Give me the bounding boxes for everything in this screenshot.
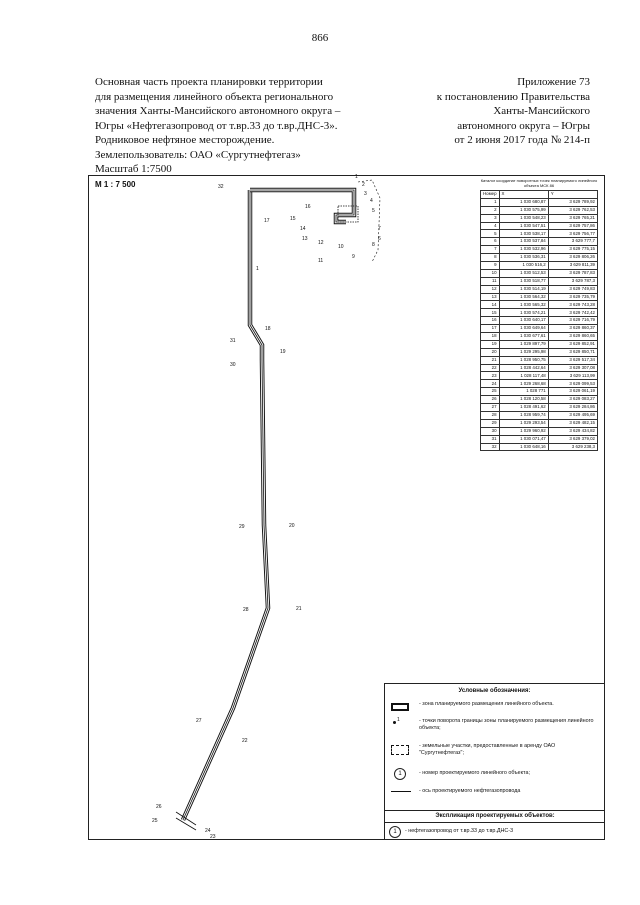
- point-label: 3: [364, 191, 367, 197]
- y-coordinate-cell: 3 629 749,83: [548, 285, 597, 293]
- y-coordinate-cell: 3 629 811,39: [548, 262, 597, 270]
- point-number-cell: 17: [481, 325, 500, 333]
- table-row: [481, 388, 598, 396]
- header-line: Землепользователь: ОАО «Сургутнефтегаз»: [95, 148, 301, 161]
- column-header: X: [499, 191, 548, 199]
- point-number-cell: 5: [481, 230, 500, 238]
- header-line: Ханты-Мансийского: [493, 105, 590, 117]
- legend-panel: [384, 683, 604, 840]
- x-coordinate-cell: 1 028 117,48: [499, 372, 548, 380]
- table-row: [481, 301, 598, 309]
- coordinate-table: [480, 178, 598, 451]
- y-coordinate-cell: 3 629 716,79: [548, 317, 597, 325]
- y-coordinate-cell: 3 629 765,21: [548, 214, 597, 222]
- table-row: [481, 277, 598, 285]
- point-label: 22: [242, 738, 248, 744]
- point-label: 13: [302, 236, 308, 242]
- x-coordinate-cell: 1 030 514,19: [499, 285, 548, 293]
- turn-point-number: 1: [397, 717, 400, 723]
- point-label: 16: [305, 204, 311, 210]
- table-row: [481, 254, 598, 262]
- point-number-cell: 30: [481, 427, 500, 435]
- column-header: Y: [548, 191, 597, 199]
- point-label: 26: [156, 804, 162, 810]
- explication-text: - нефтегазопровод от т.вр.33 до т.вр.ДНС-3: [405, 828, 514, 834]
- x-coordinate-cell: 1 028 771: [499, 388, 548, 396]
- turn-point-symbol: [389, 718, 413, 732]
- point-label: 5: [372, 208, 375, 214]
- table-row: [481, 262, 598, 270]
- legend-text: - зона планируемого размещения линейного объекта.: [419, 701, 554, 707]
- point-number-cell: 1: [481, 198, 500, 206]
- y-coordinate-cell: 3 629 756,77: [548, 230, 597, 238]
- point-label: 7: [378, 226, 381, 232]
- table-row: [481, 269, 598, 277]
- y-coordinate-cell: 3 629 787,3: [548, 277, 597, 285]
- x-coordinate-cell: 1 028 442,64: [499, 364, 548, 372]
- pipeline-axis: [183, 190, 268, 820]
- table-row: [481, 293, 598, 301]
- y-coordinate-cell: 3 629 113,99: [548, 372, 597, 380]
- legend-title: Условные обозначения:: [458, 688, 531, 694]
- point-number-cell: 4: [481, 222, 500, 230]
- y-coordinate-cell: 3 629 238,3: [548, 443, 597, 451]
- x-coordinate-cell: 1 030 648,16: [499, 443, 548, 451]
- axis-symbol: [389, 788, 413, 802]
- y-coordinate-cell: 3 629 482,15: [548, 419, 597, 427]
- point-number-cell: 20: [481, 348, 500, 356]
- table-row: [481, 309, 598, 317]
- point-label: 19: [280, 349, 286, 355]
- object-number-label: 1: [256, 266, 259, 272]
- point-label: 18: [265, 326, 271, 332]
- y-coordinate-cell: 3 629 787,83: [548, 269, 597, 277]
- point-number-cell: 9: [481, 262, 500, 270]
- table-row: [481, 222, 598, 230]
- coordinate-table-grid: [480, 190, 598, 451]
- table-row: [481, 317, 598, 325]
- y-coordinate-cell: 3 629 789,92: [548, 198, 597, 206]
- x-coordinate-cell: 1 028 120,58: [499, 396, 548, 404]
- column-header: Номер: [481, 191, 500, 199]
- point-number-cell: 25: [481, 388, 500, 396]
- point-number-cell: 21: [481, 356, 500, 364]
- table-row: [481, 206, 598, 214]
- header-line: значения Ханты-Мансийского автономного округа –: [95, 105, 341, 117]
- x-coordinate-cell: 1 030 537,84: [499, 238, 548, 246]
- x-coordinate-cell: 1 030 565,32: [499, 301, 548, 309]
- point-label: 20: [289, 523, 295, 529]
- point-label: 1: [355, 174, 358, 180]
- point-number-cell: 13: [481, 293, 500, 301]
- y-coordinate-cell: 3 629 860,65: [548, 333, 597, 341]
- table-row: [481, 340, 598, 348]
- table-row: [481, 443, 598, 451]
- legend-text: - земельные участки, предоставленные в аренду ОАО "Сургутнефтегаз";: [419, 743, 556, 756]
- point-label: 12: [318, 240, 324, 246]
- point-label: 14: [300, 226, 306, 232]
- point-label: 9: [352, 254, 355, 260]
- point-number-cell: 15: [481, 309, 500, 317]
- point-label: 28: [243, 607, 249, 613]
- y-coordinate-cell: 3 629 735,79: [548, 293, 597, 301]
- point-label: 27: [196, 718, 202, 724]
- point-label: 32: [218, 184, 224, 190]
- point-label: 23: [210, 834, 216, 840]
- point-label: 30: [230, 362, 236, 368]
- x-coordinate-cell: 1 030 677,61: [499, 333, 548, 341]
- point-label: 25: [152, 818, 158, 824]
- x-coordinate-cell: 1 030 564,32: [499, 293, 548, 301]
- header-line: Родниковое нефтяное месторождение.: [95, 134, 275, 146]
- table-row: [481, 364, 598, 372]
- point-number-cell: 2: [481, 206, 500, 214]
- zone-symbol: [389, 701, 413, 715]
- legend-text: - ось проектируемого нефтегазопровода: [419, 788, 521, 794]
- table-row: [481, 419, 598, 427]
- y-coordinate-cell: 3 629 743,28: [548, 301, 597, 309]
- x-coordinate-cell: 1 029 897,79: [499, 340, 548, 348]
- table-row: [481, 333, 598, 341]
- point-label: 24: [205, 828, 211, 834]
- point-number-cell: 26: [481, 396, 500, 404]
- point-number-cell: 12: [481, 285, 500, 293]
- table-row: [481, 396, 598, 404]
- header-line: от 2 июня 2017 года № 214-п: [454, 134, 590, 146]
- table-row: [481, 325, 598, 333]
- y-coordinate-cell: 3 629 757,86: [548, 222, 597, 230]
- point-number-cell: 7: [481, 246, 500, 254]
- table-row: [481, 380, 598, 388]
- x-coordinate-cell: 1 030 532,96: [499, 246, 548, 254]
- y-coordinate-cell: 3 629 852,91: [548, 340, 597, 348]
- table-row: [481, 404, 598, 412]
- point-number-cell: 24: [481, 380, 500, 388]
- legend-text: - номер проектируемого линейного объекта;: [419, 770, 530, 776]
- point-label: 10: [338, 244, 344, 250]
- x-coordinate-cell: 1 030 512,53: [499, 269, 548, 277]
- point-label: 29: [239, 524, 245, 530]
- point-number-cell: 22: [481, 364, 500, 372]
- y-coordinate-cell: 3 629 307,08: [548, 364, 597, 372]
- y-coordinate-cell: 3 629 099,53: [548, 380, 597, 388]
- header-line: к постановлению Правительства: [436, 90, 590, 103]
- table-row: [481, 427, 598, 435]
- point-label: 6: [378, 236, 381, 242]
- explication-number: 1: [389, 826, 401, 838]
- x-coordinate-cell: 1 030 548,23: [499, 214, 548, 222]
- point-number-cell: 31: [481, 435, 500, 443]
- page-number: 866: [311, 32, 329, 44]
- scale-label: М 1 : 7 500: [95, 180, 136, 189]
- x-coordinate-cell: 1 030 640,17: [499, 317, 548, 325]
- explication-row: [385, 822, 605, 841]
- point-number-cell: 18: [481, 333, 500, 341]
- x-coordinate-cell: 1 030 518,77: [499, 277, 548, 285]
- header-line: для размещения линейного объекта регионального: [95, 90, 334, 103]
- point-number-cell: 29: [481, 419, 500, 427]
- point-label: 8: [372, 242, 375, 248]
- x-coordinate-cell: 1 028 950,75: [499, 356, 548, 364]
- point-number-cell: 23: [481, 372, 500, 380]
- x-coordinate-cell: 1 030 575,99: [499, 206, 548, 214]
- legend-text: - точки поворота границы зоны планируемого размещения линейного объекта;: [419, 718, 594, 731]
- point-number-cell: 14: [481, 301, 500, 309]
- point-label: 4: [370, 198, 373, 204]
- x-coordinate-cell: 1 030 574,21: [499, 309, 548, 317]
- object-number-circle: 1: [394, 768, 406, 780]
- header-line: Приложение 73: [517, 76, 590, 88]
- x-coordinate-cell: 1 030 538,17: [499, 230, 548, 238]
- point-label: 21: [296, 606, 302, 612]
- x-coordinate-cell: 1 028 491,62: [499, 404, 548, 412]
- point-number-cell: 32: [481, 443, 500, 451]
- y-coordinate-cell: 3 629 777,7: [548, 238, 597, 246]
- y-coordinate-cell: 3 629 061,19: [548, 388, 597, 396]
- x-coordinate-cell: 1 029 295,98: [499, 348, 548, 356]
- object-number-symbol: [389, 770, 413, 784]
- explication-title: Экспликация проектируемых объектов:: [385, 810, 605, 819]
- point-label: 31: [230, 338, 236, 344]
- point-number-cell: 6: [481, 238, 500, 246]
- x-coordinate-cell: 1 030 071,47: [499, 435, 548, 443]
- point-number-cell: 8: [481, 254, 500, 262]
- table-row: [481, 230, 598, 238]
- x-coordinate-cell: 1 029 268,68: [499, 380, 548, 388]
- y-coordinate-cell: 3 629 379,02: [548, 435, 597, 443]
- point-number-cell: 10: [481, 269, 500, 277]
- table-row: [481, 198, 598, 206]
- header-line: Масштаб 1:7500: [95, 163, 172, 175]
- y-coordinate-cell: 3 629 284,86: [548, 404, 597, 412]
- y-coordinate-cell: 3 629 517,34: [548, 356, 597, 364]
- y-coordinate-cell: 3 629 860,37: [548, 325, 597, 333]
- table-row: [481, 372, 598, 380]
- x-coordinate-cell: 1 028 959,74: [499, 411, 548, 419]
- end-line: [176, 818, 196, 830]
- point-number-cell: 11: [481, 277, 500, 285]
- y-coordinate-cell: 3 629 495,69: [548, 411, 597, 419]
- x-coordinate-cell: 1 030 680,87: [499, 198, 548, 206]
- point-number-cell: 3: [481, 214, 500, 222]
- point-label: 2: [362, 182, 365, 188]
- coordinate-table-title: Каталог координат поворотных точек планируемого линейного объекта МСК 86: [480, 178, 598, 188]
- point-number-cell: 28: [481, 411, 500, 419]
- y-coordinate-cell: 3 629 742,42: [548, 309, 597, 317]
- y-coordinate-cell: 3 629 083,27: [548, 396, 597, 404]
- point-number-cell: 27: [481, 404, 500, 412]
- header-line: автономного округа – Югры: [457, 119, 590, 132]
- x-coordinate-cell: 1 030 547,51: [499, 222, 548, 230]
- x-coordinate-cell: 1 030 649,64: [499, 325, 548, 333]
- x-coordinate-cell: 1 030 536,31: [499, 254, 548, 262]
- point-labels: [152, 174, 381, 840]
- x-coordinate-cell: 1 029 960,92: [499, 427, 548, 435]
- leased-land-symbol: [389, 743, 413, 757]
- point-number-cell: 16: [481, 317, 500, 325]
- y-coordinate-cell: 3 629 850,71: [548, 348, 597, 356]
- table-row: [481, 435, 598, 443]
- header-line: Югры «Нефтегазопровод от т.вр.33 до т.вр.ДНС-3».: [95, 119, 338, 132]
- point-label: 15: [290, 216, 296, 222]
- point-label: 11: [318, 258, 324, 264]
- table-row: [481, 356, 598, 364]
- table-row: [481, 214, 598, 222]
- table-row: [481, 411, 598, 419]
- y-coordinate-cell: 3 629 775,15: [548, 246, 597, 254]
- table-row: [481, 238, 598, 246]
- table-row: [481, 285, 598, 293]
- header-line: Основная часть проекта планировки территории: [95, 76, 323, 88]
- y-coordinate-cell: 3 629 762,53: [548, 206, 597, 214]
- point-label: 17: [264, 218, 270, 224]
- point-number-cell: 19: [481, 340, 500, 348]
- table-row: [481, 348, 598, 356]
- table-row: [481, 246, 598, 254]
- y-coordinate-cell: 3 629 806,26: [548, 254, 597, 262]
- x-coordinate-cell: 1 029 293,54: [499, 419, 548, 427]
- x-coordinate-cell: 1 030 516,2: [499, 262, 548, 270]
- y-coordinate-cell: 3 629 434,82: [548, 427, 597, 435]
- boundary-dashed: [358, 180, 380, 262]
